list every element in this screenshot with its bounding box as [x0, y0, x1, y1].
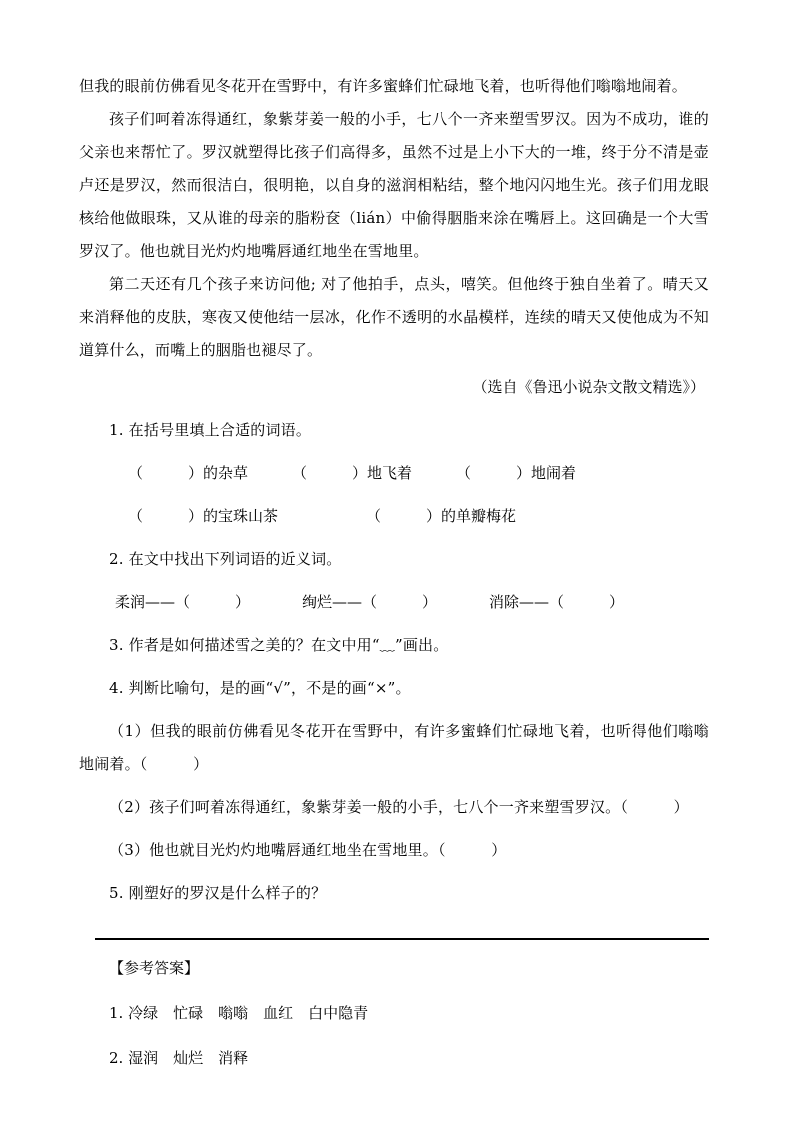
question-4-item-3: （3）他也就目光灼灼地嘴唇通红地坐在雪地里。（ ）	[109, 841, 507, 859]
question-2-synonym-row	[79, 586, 709, 619]
passage-paragraph-3: 第二天还有几个孩子来访问他; 对了他拍手，点头，嘻笑。但他终于独自坐着了。晴天又来消释他的皮肤，寒夜又使他结一层冰，化作不透明的水晶模样，连续的晴天又使他成为不知道算什么，而嘴上的胭脂也褪尽了。	[79, 275, 709, 359]
question-4-title: 4. 判断比喻句，是的画“√”，不是的画“×”。	[109, 679, 411, 697]
answer-line-1: 1. 冷绿 忙碌 嗡嗡 血红 白中隐青	[109, 1004, 369, 1022]
question-4-item-1: （1）但我的眼前仿佛看见冬花开在雪野中，有许多蜜蜂们忙碌地飞着，也听得他们嗡嗡地闹着。（ ）	[79, 722, 709, 773]
answers-section	[79, 952, 709, 1075]
synonym-blank-item: 柔润——（ ）	[115, 593, 251, 611]
synonym-blank-item: 消除——（ ）	[489, 593, 625, 611]
questions-section	[79, 414, 709, 910]
synonym-blank-item: 绚烂——（ ）	[302, 593, 438, 611]
answers-heading: 【参考答案】	[109, 959, 200, 977]
question-4-item-2: （2）孩子们呵着冻得通红，象紫芽姜一般的小手，七八个一齐来塑雪罗汉。（ ）	[109, 798, 689, 816]
passage-section	[79, 70, 709, 404]
fill-blank-item: （ ）的单瓣梅花	[366, 507, 517, 525]
question-1-title: 1. 在括号里填上合适的词语。	[109, 421, 312, 439]
answer-line-2: 2. 湿润 灿烂 消释	[109, 1049, 249, 1067]
question-3-title: 3. 作者是如何描述雪之美的？在文中用“﹏”画出。	[109, 636, 449, 654]
passage-source-attribution: （选自《鲁迅小说杂文散文精选》）	[472, 378, 705, 396]
fill-blank-item: （ ）的宝珠山茶	[128, 507, 279, 525]
question-2-title: 2. 在文中找出下列词语的近义词。	[109, 550, 342, 568]
question-1-blank-row-1	[79, 457, 709, 490]
passage-paragraph-2: 孩子们呵着冻得通红，象紫芽姜一般的小手，七八个一齐来塑雪罗汉。因为不成功，谁的父亲也来帮忙了。罗汉就塑得比孩子们高得多，虽然不过是上小下大的一堆，终于分不清是壶卢还是罗汉，然而很洁白，很明艳，以自身的滋润相粘结，整个地闪闪地生光。孩子们用龙眼核给他做眼珠，又从谁的母亲的脂粉奁（lián）中偷得胭脂来涂在嘴唇上。这回确是一个大雪罗汉了。他也就目光灼灼地嘴唇通红地坐在雪地里。	[79, 110, 709, 260]
question-1-blank-row-2	[79, 500, 709, 533]
fill-blank-item: （ ）的杂草	[128, 464, 249, 482]
fill-blank-item: （ ）地闹着	[456, 464, 577, 482]
section-divider	[95, 938, 709, 940]
question-5-title: 5. 刚塑好的罗汉是什么样子的？	[109, 884, 327, 902]
fill-blank-item: （ ）地飞着	[292, 464, 413, 482]
passage-paragraph-1: 但我的眼前仿佛看见冬花开在雪野中，有许多蜜蜂们忙碌地飞着，也听得他们嗡嗡地闹着。	[79, 77, 688, 95]
